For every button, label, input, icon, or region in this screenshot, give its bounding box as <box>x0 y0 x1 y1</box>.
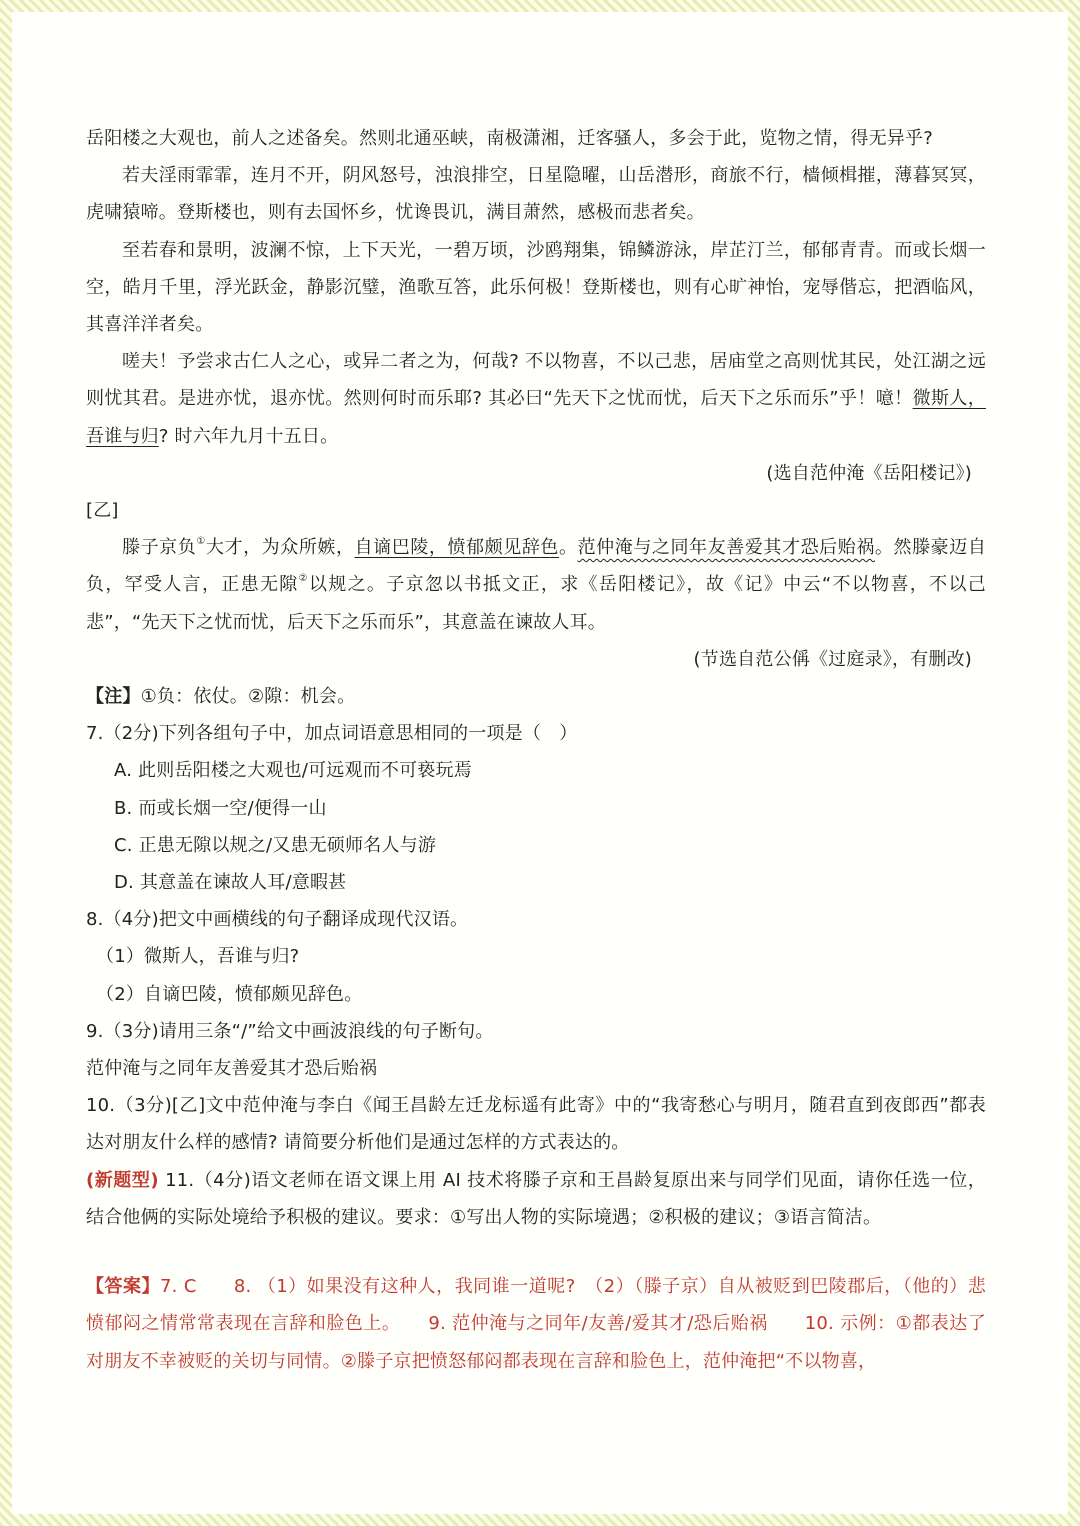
passage-jia-paragraph-1: 岳阳楼之大观也，前人之述备矣。然则北通巫峡，南极潇湘，迁客骚人，多会于此，览物之情，得无异乎? <box>86 128 933 149</box>
q7-option-b: B. 而或长烟一空/便得一山 <box>114 797 327 819</box>
wavy-underlined-sentence: 范仲淹与之同年友善爱其才恐后贻祸 <box>577 537 875 559</box>
q9-sentence: 范仲淹与之同年友善爱其才恐后贻祸 <box>86 1058 378 1080</box>
q7-option-a: A. 此则岳阳楼之大观也/可远观而不可亵玩焉 <box>114 760 472 782</box>
passage-yi-source: (节选自范公偁《过庭录》，有删改) <box>693 648 972 670</box>
document-body <box>86 120 986 1380</box>
yi-text-2: 大才，为众所嫉， <box>205 537 355 559</box>
q8-item-2: （2）自谪巴陵，愤郁颇见辞色。 <box>96 983 363 1005</box>
spacer <box>86 1236 986 1268</box>
question-11 <box>86 1162 986 1236</box>
question-10: 10.（3分)[乙]文中范仲淹与李白《闻王昌龄左迁龙标遥有此寄》中的“我寄愁心与明月，随君直到夜郎西”都表达对朋友什么样的感情? 请简要分析他们是通过怎样的方式表达的。 <box>86 1095 986 1154</box>
new-question-type-tag: (新题型) <box>86 1169 159 1191</box>
note-label: 【注】 <box>86 686 141 708</box>
yi-text-3: 。 <box>558 537 578 559</box>
passage-jia-paragraph-4 <box>86 343 986 455</box>
footnote-marker-2: ② <box>298 573 309 585</box>
note-text: ①负：依仗。②隙：机会。 <box>140 686 356 708</box>
q7-option-c: C. 正患无隙以规之/又患无硕师名人与游 <box>114 834 437 856</box>
passage-jia-source: (选自范仲淹《岳阳楼记》) <box>766 462 972 484</box>
yi-text-4: 。然滕豪迈自负，罕受人言，正患无隙 <box>86 537 987 596</box>
question-9: 9.（3分)请用三条“/”给文中画波浪线的句子断句。 <box>86 1020 494 1042</box>
answer-text: 7. C 8. （1）如果没有这种人，我同谁一道呢? （2）（滕子京）自从被贬到巴陵郡后，（他的）悲愤郁闷之情常常表现在言辞和脸色上。 9. 范仲淹与之同年/友善/爱其才/恐后贻祸 10. 示例：①都表达了对朋友不幸被贬的关切与同情。②滕子京把愤怒郁闷都表现在言辞和脸色上，范仲淹把“不以物喜， <box>86 1276 986 1372</box>
passage-yi-paragraph <box>86 529 986 641</box>
answer-block <box>86 1268 986 1380</box>
question-7: 7.（2分)下列各组句子中，加点词语意思相同的一项是（ ） <box>86 723 578 745</box>
underlined-sentence-1: 微斯人，吾谁与归 <box>86 388 986 447</box>
question-11-text: 11.（4分)语文老师在语文课上用 AI 技术将滕子京和王昌龄复原出来与同学们见面，请你任选一位，结合他俩的实际处境给予积极的建议。要求：①写出人物的实际境遇；②积极的建议；③语言简洁。 <box>86 1169 986 1228</box>
paragraph-4-tail: ? 时六年九月十五日。 <box>158 425 339 447</box>
q8-item-1: （1）微斯人，吾谁与归? <box>96 946 300 968</box>
passage-jia-paragraph-2: 若夫淫雨霏霏，连月不开，阴风怒号，浊浪排空，日星隐曜，山岳潜形，商旅不行，樯倾楫摧，薄暮冥冥，虎啸猿啼。登斯楼也，则有去国怀乡，忧谗畏讥，满目萧然，感极而悲者矣。 <box>86 165 986 224</box>
q7-option-d: D. 其意盖在谏故人耳/意暇甚 <box>114 872 347 894</box>
yi-text-1: 滕子京负 <box>122 537 197 559</box>
question-8: 8.（4分)把文中画横线的句子翻译成现代汉语。 <box>86 909 469 931</box>
note <box>86 678 986 715</box>
passage-jia-paragraph-3: 至若春和景明，波澜不惊，上下天光，一碧万顷，沙鸥翔集，锦鳞游泳，岸芷汀兰，郁郁青青。而或长烟一空，皓月千里，浮光跃金，静影沉璧，渔歌互答，此乐何极！登斯楼也，则有心旷神怡，宠辱偕忘，把酒临风，其喜洋洋者矣。 <box>86 239 986 336</box>
passage-yi-label: [乙] <box>86 500 119 522</box>
underlined-sentence-2: 自谪巴陵，愤郁颇见辞色 <box>354 537 559 559</box>
footnote-marker-1: ① <box>196 536 206 548</box>
answer-label: 【答案】 <box>86 1276 161 1298</box>
paragraph-4-text: 嗟夫！予尝求古仁人之心，或异二者之为，何哉? 不以物喜，不以己悲，居庙堂之高则忧其民，处江湖之远则忧其君。是进亦忧，退亦忧。然则何时而乐耶? 其必曰“先天下之忧而忧，后天下之乐而乐”乎！噫！ <box>86 351 986 410</box>
yi-text-5: 以规之。子京忽以书抵文正，求《岳阳楼记》，故《记》中云“不以物喜，不以己悲”，“先天下之忧而忧，后天下之乐而乐”，其意盖在谏故人耳。 <box>86 574 986 633</box>
